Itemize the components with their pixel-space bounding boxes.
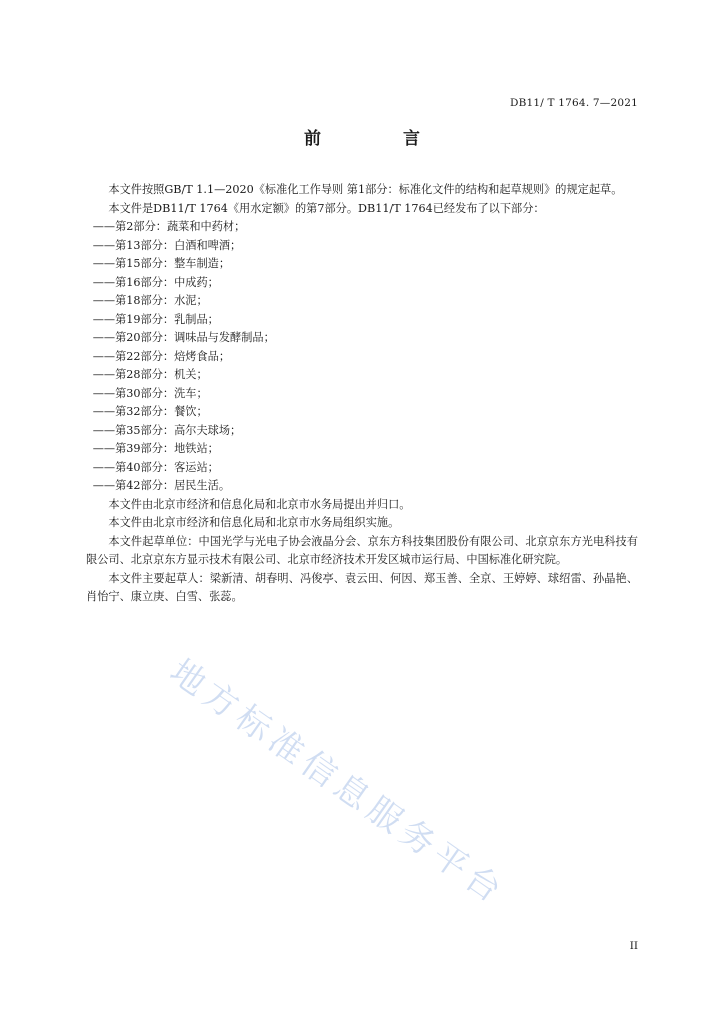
paragraph-drafters: 本文件主要起草人：梁新清、胡春明、冯俊亭、袁云田、何因、郑玉善、全京、王婷婷、球绍雷、孙晶艳、肖怡宁、康立庚、白雪、张蕊。 — [86, 571, 638, 603]
list-item: ——第19部分：乳制品； — [92, 312, 219, 326]
list-item: ——第13部分：白酒和啤酒； — [92, 238, 242, 252]
paragraph-drafting-basis: 本文件按照GB/T 1.1—2020《标准化工作导则 第1部分：标准化文件的结构和起草规则》的规定起草。 — [108, 183, 623, 196]
list-item: ——第16部分：中成药； — [92, 275, 219, 289]
list-item: ——第20部分：调味品与发酵制品； — [92, 331, 275, 344]
list-item: ——第40部分：客运站； — [92, 460, 219, 474]
list-item: ——第15部分：整车制造； — [92, 257, 231, 270]
paragraph-implementer: 本文件由北京市经济和信息化局和北京市水务局组织实施。 — [108, 516, 400, 529]
paragraph-proposer: 本文件由北京市经济和信息化局和北京市水务局提出并归口。 — [108, 497, 411, 511]
list-item: ——第30部分：洗车； — [92, 386, 208, 400]
list-item: ——第39部分：地铁站； — [92, 442, 219, 455]
document-code: DB11/ T 1764. 7—2021 — [509, 97, 638, 109]
watermark-text: 地方标准信息服务平台 — [162, 651, 514, 914]
list-item: ——第28部分：机关； — [92, 368, 208, 381]
list-item: ——第22部分：焙烤食品； — [92, 349, 231, 363]
parts-list — [86, 218, 638, 496]
section-title: 前 言 — [304, 129, 458, 149]
list-item: ——第42部分：居民生活。 — [92, 479, 231, 492]
page-number: II — [629, 940, 638, 952]
list-item: ——第2部分：蔬菜和中药材； — [92, 220, 246, 233]
paragraph-drafting-units: 本文件起草单位：中国光学与光电子协会液晶分会、京东方科技集团股份有限公司、北京京东方光电科技有限公司、北京京东方显示技术有限公司、北京市经济技术开发区城市运行局、中国标准化研究院。 — [86, 534, 638, 566]
list-item: ——第35部分：高尔夫球场； — [92, 423, 242, 437]
document-body — [86, 181, 638, 607]
paragraph-part-intro: 本文件是DB11/T 1764《用水定额》的第7部分。DB11/T 1764已经发布了以下部分： — [108, 201, 545, 215]
list-item: ——第32部分：餐饮； — [92, 405, 208, 418]
list-item: ——第18部分：水泥； — [92, 294, 208, 307]
